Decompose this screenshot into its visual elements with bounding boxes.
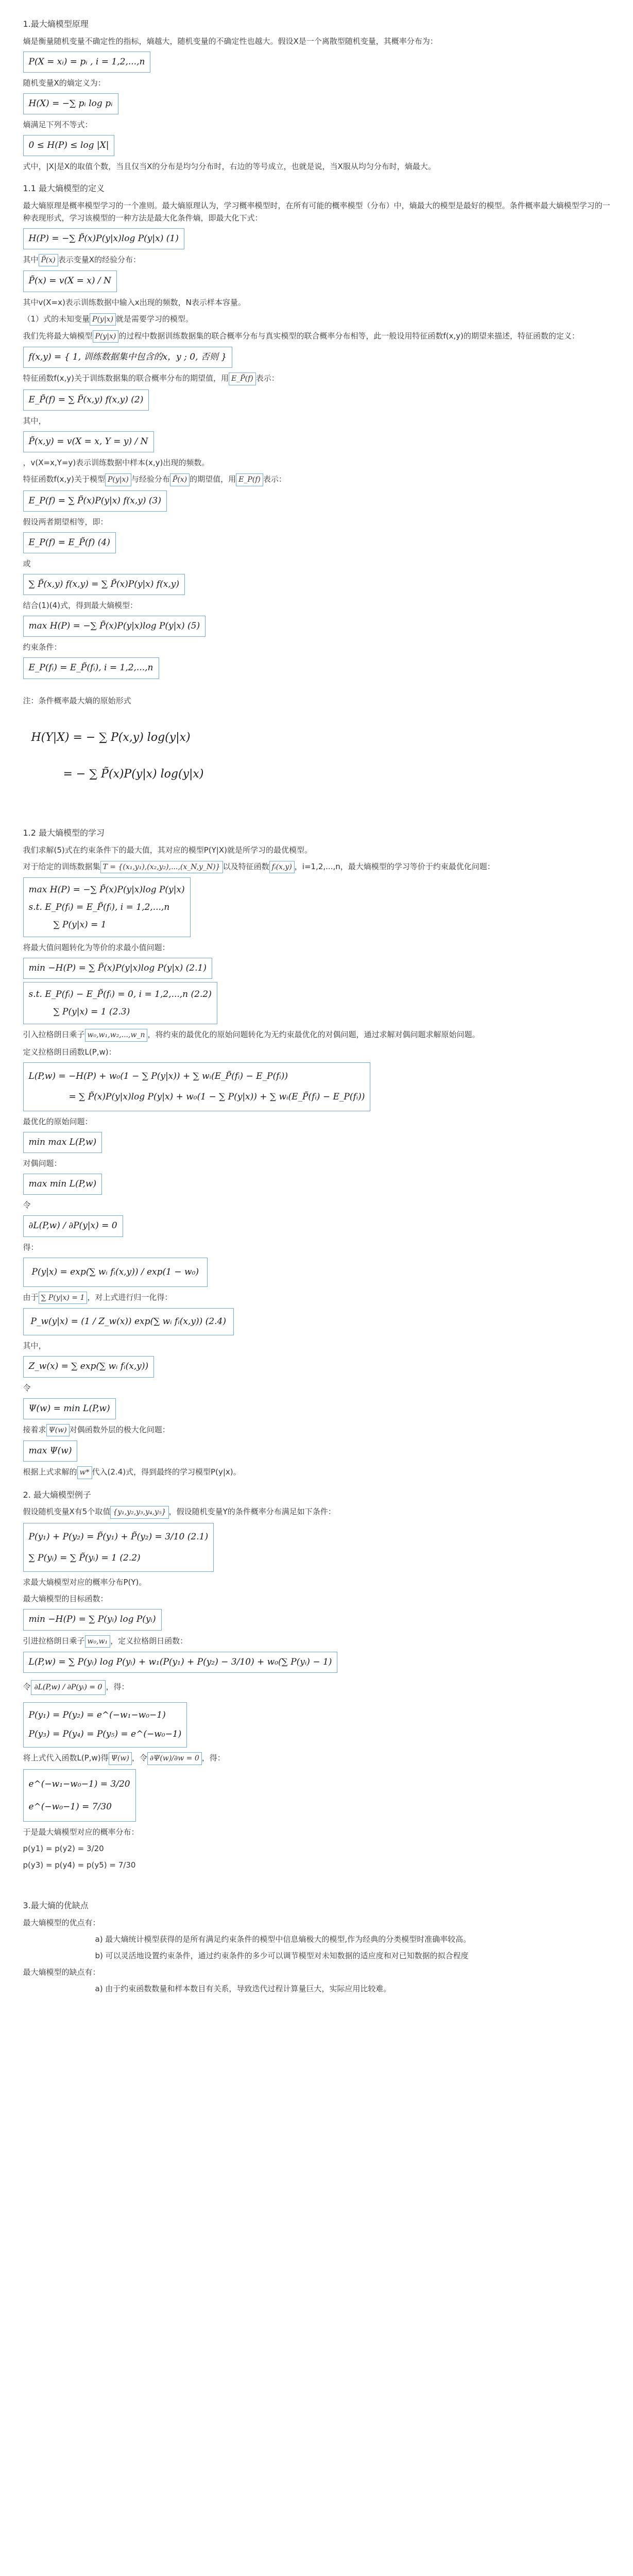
formula-32: e^(−w₁−w₀−1) = 3/20 e^(−w₀−1) = 7/30 [23, 1769, 136, 1822]
formula-28: min −H(P) = ∑ P(yᵢ) log P(yᵢ) [23, 1609, 162, 1630]
formula-3: 0 ≤ H(P) ≤ log |X| [23, 135, 115, 156]
paragraph: 我们求解(5)式在约束条件下的最大值，其对应的模型P(Y|X)就是所学习的最优模型。 [23, 845, 312, 855]
paragraph: 随机变量X的熵定义为： [23, 78, 106, 88]
paragraph: 由于 ∑ P(y|x) = 1 ，对上式进行归一化得： [23, 1291, 610, 1304]
paragraph: 熵满足下列不等式： [23, 120, 93, 129]
paragraph: 式中，|X|是X的取值个数，当且仅当X的分布是均匀分布时，右边的等号成立，也就是说，当X服从均匀分布时，熵最大。 [23, 162, 436, 172]
paragraph: 求最大熵模型对应的概率分布P(Y)。 [23, 1578, 147, 1587]
paragraph: 对于给定的训练数据集 T = {(x₁,y₁),(x₂,y₂),...,(x_N,y_N)} 以及特征函数 fᵢ(x,y) ，i=1,2,...,n，最大熵模型的学习等价于约束最优化问题： [23, 860, 610, 873]
formula-15: max H(P) = −∑ P̃(x)P(y|x)log P(y|x) s.t. E_P(fᵢ) = E_P̃(fᵢ), i = 1,2,...,n ∑ P(y|x) = 1 [23, 877, 191, 937]
formula-22: P(y|x) = exp(∑ wᵢ fᵢ(x,y)) / exp(1 − w₀) [23, 1258, 208, 1287]
paragraph: 最大熵原理是概率模型学习的一个准则。最大熵原理认为，学习概率模型时，在所有可能的概率模型（分布）中，熵最大的模型是最好的模型。条件概率最大熵模型学习的一种表现形式，学习该模型的一种方法是最大化条件熵，即最大化下式： [23, 200, 610, 223]
paragraph: 特征函数f(x,y)关于训练数据集的联合概率分布的期望值，用 E_P̃(f) 表示： [23, 372, 610, 385]
formula-11: ∑ P̃(x,y) f(x,y) = ∑ P̃(x)P(y|x) f(x,y) [23, 574, 185, 595]
paragraph: （1）式的未知变量 P(y|x) 就是需要学习的模型。 [23, 313, 610, 326]
paragraph: a) 由于约束函数数量和样本数目有关系，导致迭代过程计算量巨大，实际应用比较难。 [95, 1984, 391, 1993]
formula-30: ∂L(P,w) / ∂P(yᵢ) = 0 [31, 1680, 106, 1694]
paragraph: 特征函数f(x,y)关于模型 P(y|x) 与经验分布 P̃(x) 的期望值，用 E_P(f) 表示： [23, 473, 610, 486]
paragraph: 令 [23, 1383, 31, 1393]
formula-19: min max L(P,w) [23, 1132, 102, 1153]
paragraph: 我们先将最大熵模型 P(y|x) 的过程中数据训练数据集的联合概率分布与真实模型的联合概率分布相等，此一般设用特征函数f(x,y)的期望来描述，特征函数的定义： [23, 330, 610, 343]
paragraph: 引进拉格朗日乘子 w₀,w₁ ，定义拉格朗日函数： [23, 1635, 610, 1648]
paragraph: 注：条件概率最大熵的原始形式 [23, 696, 131, 705]
paragraph: 假设两者期望相等，即： [23, 517, 108, 527]
paragraph: 假设随机变量X有5个取值 {y₁,y₂,y₃,y₄,y₅} ，假设随机变量Y的条件概率分布满足如下条件： [23, 1505, 610, 1518]
paragraph: 定义拉格朗日函数L(P,w)： [23, 1047, 116, 1057]
paragraph: 接着求 Ψ(w) 对偶函数外层的极大化问题： [23, 1423, 610, 1436]
paragraph: 或 [23, 559, 31, 569]
formula-31: P(y₁) = P(y₂) = e^(−w₁−w₀−1) P(y₃) = P(y₄) = P(y₅) = e^(−w₀−1) [23, 1702, 187, 1748]
paragraph: 结合(1)(4)式，得到最大熵模型： [23, 601, 138, 611]
paragraph: 令 ∂L(P,w) / ∂P(yᵢ) = 0 ，得： [23, 1677, 610, 1698]
paragraph: 其中v(X=x)表示训练数据中输入x出现的频数，N表示样本容量。 [23, 297, 246, 307]
paragraph: 于是最大熵模型对应的概率分布： [23, 1827, 139, 1837]
formula-27: P(y₁) + P(y₂) = P̃(y₁) + P̃(y₂) = 3/10 (2.1) ∑ P(yᵢ) = ∑ P̃(yᵢ) = 1 (2.2) [23, 1523, 214, 1572]
section-title-1: 1.最大熵模型原理 [23, 19, 89, 29]
formula-5: P̃(x) = v(X = x) / N [23, 270, 117, 292]
section-title-3: 3.最大熵的优缺点 [23, 1901, 89, 1911]
formula-18: L(P,w) = −H(P) + w₀(1 − ∑ P(y|x)) + ∑ wᵢ(E_P̃(fᵢ) − E_P(fᵢ)) = ∑ P̃(x)P(y|x)log P(y|x) + w₀(1 − ∑ P(y|x)) + ∑ wᵢ(E_P̃(fᵢ) − E_P(fᵢ)) [23, 1062, 371, 1112]
formula-13: E_P(fᵢ) = E_P̃(fᵢ), i = 1,2,...,n [23, 657, 159, 679]
formula-20: max min L(P,w) [23, 1174, 102, 1195]
formula-7: E_P̃(f) = ∑ P̃(x,y) f(x,y) (2) [23, 389, 149, 411]
section-title-2: 2. 最大熵模型例子 [23, 1489, 91, 1500]
paragraph: 引入拉格朗日乘子 w₀,w₁,w₂,...,w_n ，将约束的最优化的原始问题转化为无约束最优化的对偶问题，通过求解对偶问题求解原始问题。 [23, 1028, 610, 1041]
formula-12: max H(P) = −∑ P̃(x)P(y|x)log P(y|x) (5) [23, 616, 206, 637]
paragraph: 得： [23, 1242, 39, 1252]
paragraph: 熵是衡量随机变量不确定性的指标，熵越大，随机变量的不确定性也越大。假设X是一个离散型随机变量，其概率分布为： [23, 36, 438, 46]
formula-14a: H(Y|X) = − ∑ P(x,y) log(y|x) [23, 722, 199, 753]
paragraph: b) 可以灵活地设置约束条件，通过约束条件的多少可以调节模型对未知数据的适应度和对已知数据的拟合程度 [95, 1951, 469, 1960]
section-title-1-2: 1.2 最大熵模型的学习 [23, 827, 105, 838]
formula-14b: = − ∑ P̃(x)P(y|x) log(y|x) [23, 759, 212, 789]
paragraph: a) 最大熵统计模型获得的是所有满足约束条件的模型中信息熵极大的模型,作为经典的分类模型时准确率较高。 [95, 1934, 471, 1944]
formula-2: H(X) = −∑ pᵢ log pᵢ [23, 93, 118, 114]
paragraph: 其中， [23, 1341, 46, 1351]
paragraph: p(y3) = p(y4) = p(y5) = 7/30 [23, 1860, 136, 1870]
formula-9: E_P(f) = ∑ P̃(x)P(y|x) f(x,y) (3) [23, 490, 167, 512]
formula-4: H(P) = −∑ P̃(x)P(y|x)log P(y|x) (1) [23, 228, 184, 249]
formula-24: Z_w(x) = ∑ exp(∑ wᵢ fᵢ(x,y)) [23, 1356, 155, 1377]
formula-16: min −H(P) = ∑ P̃(x)P(y|x)log P(y|x) (2.1) [23, 958, 212, 979]
formula-6: f(x,y) = { 1, 训练数据集中包含的x，y ; 0, 否则 } [23, 347, 233, 368]
paragraph: 最优化的原始问题： [23, 1117, 93, 1127]
paragraph: p(y1) = p(y2) = 3/20 [23, 1844, 104, 1854]
paragraph: 其中， [23, 416, 46, 426]
paragraph: 其中 P̃(x) 表示变量X的经验分布： [23, 253, 610, 266]
formula-26: max Ψ(w) [23, 1440, 78, 1462]
formula-1: P(X = xᵢ) = pᵢ , i = 1,2,...,n [23, 52, 151, 73]
formula-10: E_P(f) = E_P̃(f) (4) [23, 532, 116, 553]
paragraph: 令 [23, 1200, 31, 1210]
paragraph: 根据上式求解的 w* 代入(2.4)式，得到最终的学习模型P(y|x)。 [23, 1466, 610, 1479]
formula-23: P_w(y|x) = (1 / Z_w(x)) exp(∑ wᵢ fᵢ(x,y)) (2.4) [23, 1308, 234, 1335]
paragraph: 约束条件： [23, 642, 62, 652]
formula-21: ∂L(P,w) / ∂P(y|x) = 0 [23, 1215, 123, 1236]
paragraph: 最大熵模型的缺点有： [23, 1967, 100, 1977]
section-title-1-1: 1.1 最大熵模型的定义 [23, 183, 105, 194]
paragraph: 将上式代入函数L(P,w)得 Ψ(w) ，令 ∂Ψ(w)/∂w = 0 ，得： [23, 1752, 610, 1765]
paragraph: ，v(X=x,Y=y)表示训练数据中样本(x,y)出现的频数。 [23, 458, 210, 468]
formula-17: s.t. E_P(fᵢ) − E_P̃(fᵢ) = 0, i = 1,2,...,n (2.2) ∑ P(y|x) = 1 (2.3) [23, 982, 217, 1024]
formula-25: Ψ(w) = min L(P,w) [23, 1398, 116, 1419]
paragraph: 最大熵模型的目标函数： [23, 1594, 108, 1604]
formula-8: P̃(x,y) = v(X = x, Y = y) / N [23, 431, 154, 452]
paragraph: 将最大值问题转化为等价的求最小值问题： [23, 942, 170, 952]
paragraph: 对偶问题： [23, 1159, 62, 1168]
formula-29: L(P,w) = ∑ P(yᵢ) log P(yᵢ) + w₁(P(y₁) + P(y₂) − 3/10) + w₀(∑ P(yᵢ) − 1) [23, 1652, 338, 1673]
document [13, 0, 621, 2020]
paragraph: 最大熵模型的优点有： [23, 1918, 100, 1927]
